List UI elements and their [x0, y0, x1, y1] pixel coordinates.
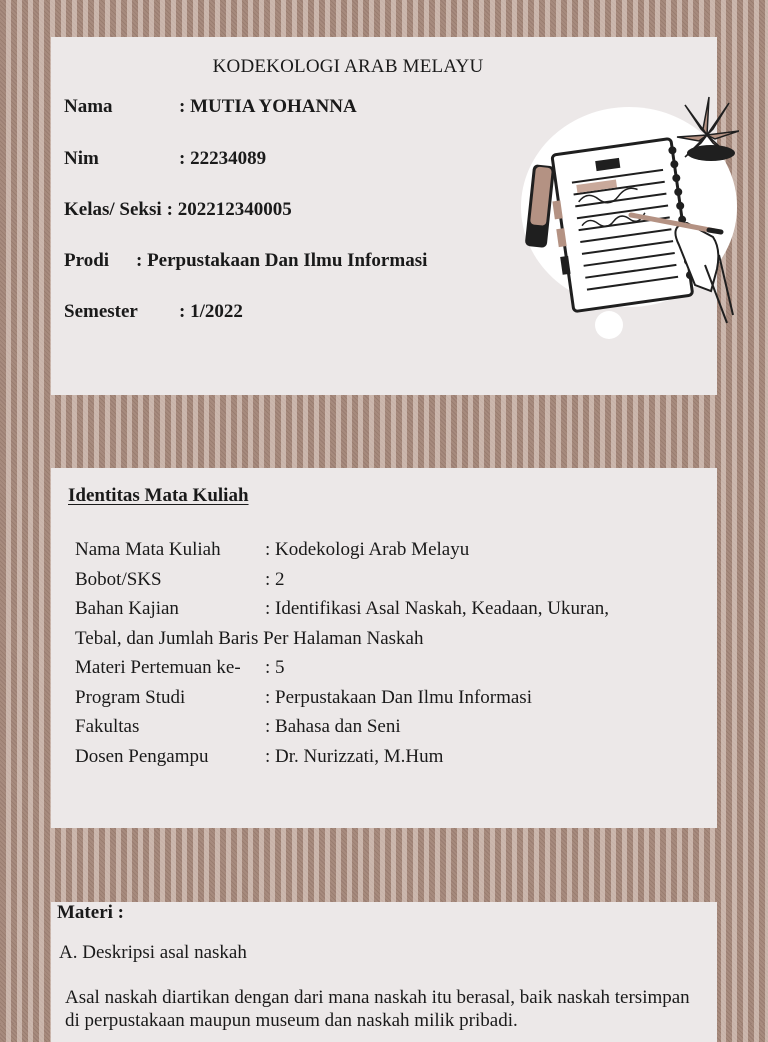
info-row: [75, 712, 695, 742]
field-nim-value: : 22234089: [179, 148, 267, 169]
info-value: : Identifikasi Asal Naskah, Keadaan, Ukuran,: [265, 598, 610, 619]
field-kelas-label: Kelas/ Seksi: [64, 199, 162, 220]
materi-card: [51, 902, 717, 1042]
student-info-card: [51, 37, 717, 395]
field-semester-value: : 1/2022: [179, 301, 243, 322]
info-key: Dosen Pengampu: [75, 745, 209, 767]
info-value: : Perpustakaan Dan Ilmu Informasi: [265, 686, 532, 708]
info-value: : Kodekologi Arab Melayu: [265, 539, 470, 560]
field-kelas-value: : 202212340005: [166, 199, 292, 220]
course-identity-card: [51, 468, 717, 828]
field-prodi-value: : Perpustakaan Dan Ilmu Informasi: [136, 250, 428, 271]
info-row-continuation: Tebal, dan Jumlah Baris Per Halaman Naskah: [75, 627, 424, 649]
course-info-list: [75, 535, 695, 771]
materi-paragraph: Asal naskah diartikan dengan dari mana naskah itu berasal, baik naskah tersimpan di perpustakaan maupun museum dan naskah milik pribadi.: [65, 987, 690, 1031]
info-row: [75, 565, 695, 595]
info-value: : 5: [265, 657, 285, 678]
field-kelas: [64, 199, 292, 221]
materi-heading: Materi :: [57, 902, 124, 923]
info-row: [75, 653, 695, 683]
info-row: [75, 683, 695, 713]
field-prodi: [64, 250, 427, 272]
info-row: [75, 742, 695, 772]
info-key: Bahan Kajian: [75, 598, 179, 619]
info-value: : Bahasa dan Seni: [265, 716, 401, 737]
info-key: Bobot/SKS: [75, 568, 162, 590]
info-key: Fakultas: [75, 716, 140, 737]
field-prodi-label: Prodi: [64, 250, 110, 271]
info-row: [75, 594, 695, 624]
field-nama-value: : MUTIA YOHANNA: [179, 96, 357, 117]
field-nama: [64, 96, 357, 118]
info-key: Materi Pertemuan ke-: [75, 657, 241, 678]
field-nim-label: Nim: [64, 148, 99, 169]
field-nama-label: Nama: [64, 96, 113, 117]
materi-subheading: A. Deskripsi asal naskah: [59, 942, 247, 963]
field-semester: [64, 301, 243, 323]
notebook-writing-hand-icon: [519, 95, 739, 345]
document-title: KODEKOLOGI ARAB MELAYU: [212, 56, 484, 77]
info-value: : 2: [265, 568, 285, 590]
info-key: Program Studi: [75, 686, 186, 708]
info-key: Nama Mata Kuliah: [75, 539, 221, 560]
field-nim: [64, 148, 266, 170]
section-heading-identitas: Identitas Mata Kuliah: [68, 485, 249, 506]
field-semester-label: Semester: [64, 301, 138, 322]
info-row: [75, 535, 695, 565]
info-value: : Dr. Nurizzati, M.Hum: [265, 745, 444, 767]
